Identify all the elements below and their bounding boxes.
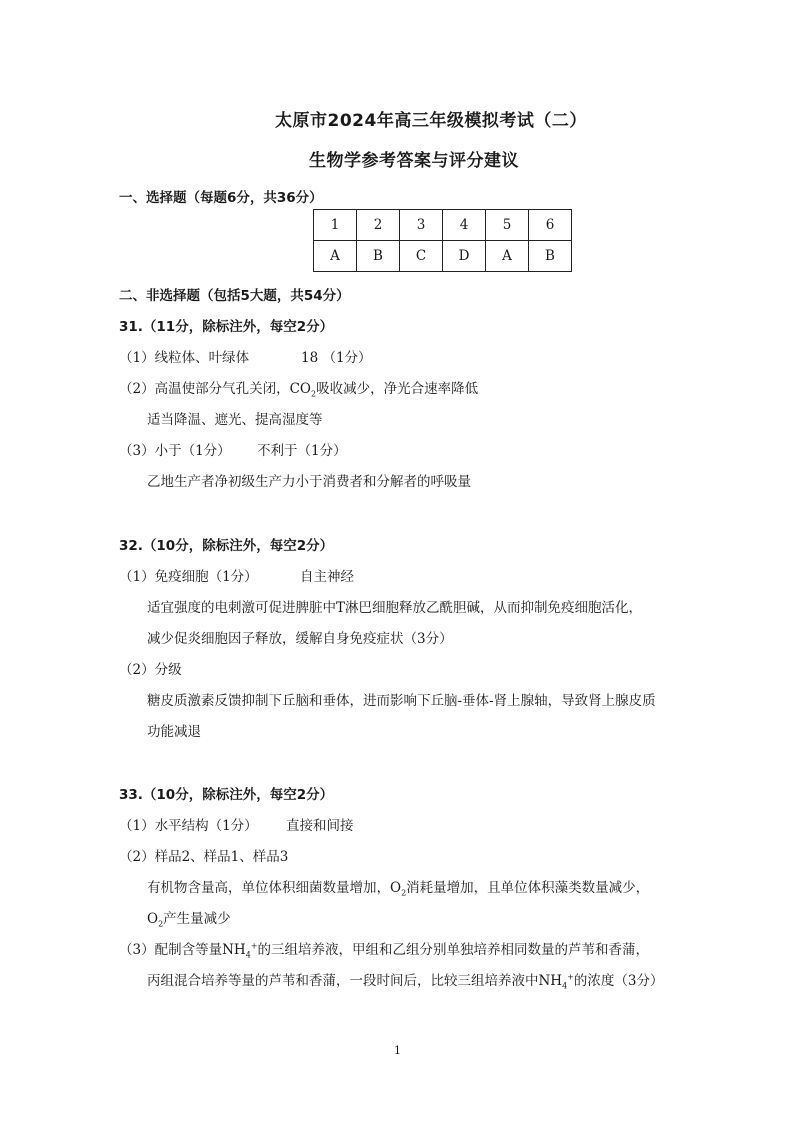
exam-title: 太原市2024年高三年级模拟考试（二） [275,111,587,131]
q32-part2-line2: 糖皮质激素反馈抑制下丘脑和垂体，进而影响下丘脑-垂体-肾上腺轴，导致肾上腺皮质 [147,693,656,709]
q33-part2-line3: $O_2$产生量减少 [147,911,231,929]
q31-part2-answer: （2）高温使部分气孔关闭，$CO_2$吸收减少，净光合速率降低 [119,381,479,399]
q33-part2-line2: 有机物含量高，单位体积细菌数量增加，$O_2$消耗量增加，且单位体积藻类数量减少， [147,880,650,898]
q31-part3-line2: 乙地生产者净初级生产力小于消费者和分解者的呼吸量 [147,474,471,490]
q32-heading: 32.（10分，除标注外，每空2分） [119,538,334,554]
answer-letter: B [357,241,400,272]
answer-letter: A [486,241,529,272]
page-number: 1 [394,1044,401,1057]
answer-table-answer-row [314,241,572,272]
q31-heading: 31.（11分，除标注外，每空2分） [119,319,334,335]
answer-letter: D [443,241,486,272]
q33-part1-answer-b: 直接和间接 [286,818,354,834]
q31-part3-answer: （3）小于（1分） [119,443,231,459]
q33-part2-answer: （2）样品2、样品1、样品3 [119,849,289,865]
question-number: 4 [443,210,486,241]
q32-part2-line3: 功能减退 [147,724,201,740]
q33-heading: 33.（10分，除标注外，每空2分） [119,787,334,803]
section2-heading: 二、非选择题（包括5大题，共54分） [119,288,350,304]
q33-part1-answer: （1）水平结构（1分） [119,818,258,834]
q32-part1-answer-b: 自主神经 [300,569,354,585]
question-number: 2 [357,210,400,241]
q32-part1-line3: 减少促炎细胞因子释放，缓解自身免疫症状（3分） [147,631,453,647]
answer-table [313,209,572,272]
q31-part1-score: 18 （1分） [301,350,372,366]
answer-letter: C [400,241,443,272]
question-number: 5 [486,210,529,241]
answer-key-title: 生物学参考答案与评分建议 [309,151,519,171]
q32-part1-answer: （1）免疫细胞（1分） [119,569,258,585]
q31-part1-answer: （1）线粒体、叶绿体 [119,350,250,366]
q33-part3-answer: （3）配制含等量$NH_4^+$的三组培养液，甲组和乙组分别单独培养相同数量的芦苇和香蒲， [119,941,649,960]
answer-letter: B [529,241,572,272]
section1-heading: 一、选择题（每题6分，共36分） [119,190,323,206]
question-number: 3 [400,210,443,241]
answer-letter: A [314,241,357,272]
q33-part3-line2: 丙组混合培养等量的芦苇和香蒲，一段时间后，比较三组培养液中$NH_4^+$的浓度（3分） [147,972,664,991]
question-number: 6 [529,210,572,241]
question-number: 1 [314,210,357,241]
q32-part1-line2: 适宜强度的电刺激可促进脾脏中T淋巴细胞释放乙酰胆碱，从而抑制免疫细胞活化， [147,600,643,616]
q31-part3-answer-b: 不利于（1分） [257,443,347,459]
q32-part2-answer: （2）分级 [119,662,182,678]
answer-table-number-row [314,210,572,241]
q31-part2-line2: 适当降温、遮光、提高湿度等 [147,412,323,428]
